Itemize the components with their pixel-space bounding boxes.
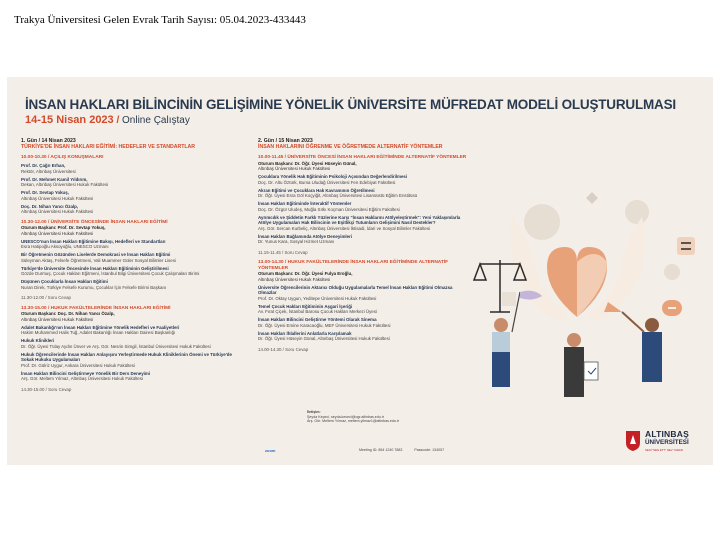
talk-speaker: Rektör, Altınbaş Üniversitesi bbox=[21, 168, 76, 174]
day1-column bbox=[21, 138, 243, 392]
person-with-megaphone-icon bbox=[604, 300, 682, 382]
logo-university: ÜNİVERSİTESİ bbox=[645, 439, 689, 446]
scales-of-justice-icon bbox=[474, 260, 526, 312]
event-dates: 14-15 Nisan 2023 bbox=[25, 114, 114, 126]
day-heading: 1. Gün / 14 Nisan 2023 bbox=[21, 138, 76, 144]
talk-title: UNESCO'nun İnsan Hakları Eğitimine Bakışı, Hedefleri ve Standartları bbox=[21, 238, 166, 244]
session-title: 10.30-12.00 / ÜNİVERSİTE ÖNCESİNDE İNSAN HAKLARI EĞİTİMİ bbox=[21, 219, 168, 225]
talk-speaker: Nuran Direk, Türkiye Felsefe Kurumu, Çocuklar İçin Felsefe Birimi Başkanı bbox=[21, 284, 167, 290]
talk-item bbox=[21, 266, 243, 277]
qa-slot: 11.30-12.00 / Soru Cevap bbox=[21, 295, 71, 300]
talk-item bbox=[258, 331, 470, 342]
talk-speaker: Dr. Öğr. Üyesi Esra Göl Koçyiğit, Altınbaş Üniversitesi Lisansüstü Eğitim Enstitüsü bbox=[258, 193, 418, 198]
session-chair-affiliation: Altınbaş Üniversitesi Hukuk Fakültesi bbox=[21, 230, 94, 236]
session-chair: Oturum Başkanı: Prof. Dr. Sevtap Yokuş, bbox=[21, 225, 106, 230]
talk-title: Prof. Dr. Sevtap Yokuş, bbox=[21, 190, 69, 195]
talk-item bbox=[258, 174, 470, 185]
session-chair-affiliation: Altınbaş Üniversitesi Hukuk Fakültesi bbox=[258, 166, 331, 171]
talk-title: Bir Öğretmenin Gözünden Liselerde Demokrasi ve İnsan Hakları Eğitimi bbox=[21, 252, 171, 257]
talk-item bbox=[21, 279, 243, 290]
talk-speaker: Prof. Dr. Oktay Uygun, Yeditepe Üniversitesi Hukuk Fakültesi bbox=[258, 295, 377, 301]
session-chair: Oturum Başkanı: Dr. Öğr. Üyesi Hüseyin Günal, bbox=[258, 160, 357, 166]
poster bbox=[7, 77, 713, 465]
talk-item bbox=[258, 285, 470, 302]
session-title: 13.30-15.00 / HUKUK FAKÜLTELERİNDE İNSAN HAKLARI EĞİTİMİ bbox=[21, 305, 171, 311]
talk-title: İnsan Hakları Eğitiminde İnteraktif Yöntemler bbox=[258, 201, 352, 206]
talk-speaker: Esra Hatipoğlu Aksoyoğlu, UNESCO Uzmanı bbox=[21, 244, 109, 249]
talk-speaker: Dr. Öğr. Üyesi Emine Karacaoğlu, MEF Üniversitesi Hukuk Fakültesi bbox=[258, 322, 391, 328]
talk-speaker: Av. Fırat Çiçek, İstanbul Barosu Çocuk Hakları Merkezi Üyesi bbox=[258, 309, 377, 314]
talk-speaker: Arş. Gör. Meltem Yılmaz, Altınbaş Üniversitesi Hukuk Fakültesi bbox=[21, 376, 143, 381]
passcode: Passcode: 134057 bbox=[414, 448, 445, 452]
talk-item bbox=[258, 304, 470, 315]
talk-item bbox=[21, 204, 243, 215]
talk-title: Doç. Dr. Nihan Yancı Özalp, bbox=[21, 203, 79, 209]
session-chair-affiliation: Altınbaş Üniversitesi Hukuk Fakültesi bbox=[21, 316, 94, 322]
talk-title: Hukuk Klinikleri bbox=[21, 338, 55, 343]
talk-item bbox=[258, 234, 470, 245]
logo-name: ALTINBAŞ bbox=[645, 429, 689, 439]
talk-speaker: Gözde Durmuş, Çocuk Hakları Eğitmeni, İstanbul Bilgi Üniversitesi Çocuk Çalışmaları Birimi bbox=[21, 271, 200, 276]
talk-speaker: Dekan, Altınbaş Üniversitesi Hukuk Fakültesi bbox=[21, 182, 109, 187]
talk-item bbox=[21, 252, 243, 263]
talk-speaker: Doç. Dr. Altu Öztürk, Bursa Uludağ Üniversitesi Fen Edebiyat Fakültesi bbox=[258, 179, 396, 185]
session-chair: Oturum Başkanı: Doç. Dr. Nihan Yancı Özalp, bbox=[21, 311, 115, 316]
talk-title: Prof. Dr. Mehmet Kamil Yıldırım, bbox=[21, 176, 88, 182]
talk-item bbox=[258, 188, 470, 199]
talk-item bbox=[258, 201, 470, 212]
talk-title: İnsan Hakları Bilincini Geliştirmeye Yönelik Bir Ders Deneyimi bbox=[21, 370, 151, 376]
talk-item bbox=[21, 338, 243, 349]
university-shield-icon bbox=[625, 430, 641, 452]
talk-speaker: Prof. Dr. Gülriz Uygur, Ankara Üniversitesi Hukuk Fakültesi bbox=[21, 362, 135, 368]
talk-title: Düşünen Çocuklarla İnsan Hakları Eğitimi bbox=[21, 279, 108, 284]
talk-item bbox=[258, 215, 470, 232]
meeting-info bbox=[359, 448, 444, 452]
talk-title: Çocuklara Yönelik Hak Eğitiminin Psikoloji Açısından Değerlendirilmesi bbox=[258, 174, 408, 179]
talk-speaker: Altınbaş Üniversitesi Hukuk Fakültesi bbox=[21, 195, 94, 201]
talk-speaker: Hakim Muhammed Halis Tuğ, Adalet Bakanlığı İnsan Hakları Dairesi Başkanlığı bbox=[21, 330, 176, 335]
talk-title: İnsan Hakları Bilincini Geliştirme Yöntemi Olarak Sinema bbox=[258, 317, 377, 322]
day-theme: TÜRKİYE'DE İNSAN HAKLARI EĞİTİMİ: HEDEFLER VE STANDARTLAR bbox=[21, 144, 196, 150]
talk-title: İnsan Hakları Bağlamında Atölye Deneyimleri bbox=[258, 233, 353, 239]
talk-title: Adalet Bakanlığı'nın İnsan Hakları Eğitimine Yönelik Hedefleri ve Faaliyetleri bbox=[21, 324, 180, 330]
talk-speaker: Altınbaş Üniversitesi Hukuk Fakültesi bbox=[21, 209, 94, 214]
talk-title: Akran Eğitimi ve Çocuklara Hak Kavramının Öğretilmesi bbox=[258, 187, 375, 193]
day-theme: İNSAN HAKLARINI ÖĞRENME VE ÖĞRETMEDE ALTERNATİF YÖNTEMLER bbox=[258, 144, 443, 150]
session-title: 10.00-10.30 / AÇILIŞ KONUŞMALARI bbox=[21, 155, 104, 160]
talk-title: Hukuk Öğrencilerinde İnsan Hakları Anlayışını Yerleştirmede Hukuk Kliniklerinin Önemi ve Türkiye'de Sokak Hukuku Uygulamaları bbox=[21, 351, 232, 362]
qa-slot: 14.30-15.00 / Soru Cevap bbox=[21, 386, 72, 392]
talk-speaker: Dr. Öğr. Üyesi Hüseyin Günal, Altınbaş Üniversitesi Hukuk Fakültesi bbox=[258, 336, 390, 341]
session-chair: Oturum Başkanı: Dr. Öğr. Üyesi Fulya Eroğlu, bbox=[258, 271, 353, 276]
talk-item bbox=[21, 371, 243, 382]
event-mode: Online Çalıştay bbox=[122, 115, 190, 126]
header-note: Trakya Üniversitesi Gelen Evrak Tarih Sayısı: 05.04.2023-433443 bbox=[14, 14, 306, 26]
talk-title: Temel Çocuk Hakları Eğitiminin Aşgari İçeriği bbox=[258, 303, 353, 309]
contact-line-1: Şeyda Keçeci, seyda.kececi@ogr.altinbas.edu.tr bbox=[307, 414, 384, 419]
talk-item bbox=[21, 190, 243, 201]
session-chair-affiliation: Altınbaş Üniversitesi Hukuk Fakültesi bbox=[258, 276, 331, 282]
talk-title: Türkiye'de Üniversite Öncesinde İnsan Hakları Eğitiminin Geliştirilmesi bbox=[21, 265, 169, 271]
person-with-clipboard-icon bbox=[564, 333, 598, 397]
zoom-logo: zoom bbox=[265, 448, 276, 453]
talk-title: Prof. Dr. Çağrı Erhan, bbox=[21, 163, 66, 168]
talk-title: Üniversite Öğrencilerinin Aktarıcı Olduğu Uygulamalarla Temel İnsan Hakları Eğitimi Olmazsa Olmazlar bbox=[258, 284, 453, 295]
session-title: 13.00-14.30 / HUKUK FAKÜLTELERİNDE İNSAN HAKLARI EĞİTİMİNDE ALTERNATİF YÖNTEMLER bbox=[258, 260, 449, 271]
talk-title: Ayrımcılık ve Şiddetin Farklı Yüzlerine Karşı "İnsan Haklarını Atölyeleştirmek": Yeni Yaklaşımlarla Atölye Uygulamaları Hak Bilincinin ve Eşitlikçi Tutumların Gelişimini Nasıl Destekler? bbox=[258, 214, 461, 225]
altinbas-logo bbox=[625, 429, 709, 461]
contact-line-2: Arş. Gör. Meltem Yılmaz, meltem.yilmaz1@altinbas.edu.tr bbox=[307, 419, 400, 424]
day2-column bbox=[258, 138, 470, 352]
talk-speaker: Süleyman Aktaş, Felsefe Öğretmeni, Vali Muammer Güler Sosyal Bilimler Lisesi bbox=[21, 257, 176, 263]
talk-item bbox=[21, 239, 243, 250]
day-heading: 2. Gün / 15 Nisan 2023 bbox=[258, 138, 313, 144]
talk-item bbox=[258, 317, 470, 328]
talk-item bbox=[21, 177, 243, 188]
logo-slogan: SENİ "SEN ETT" NEV YARAR bbox=[645, 448, 683, 452]
qa-slot: 11.15-11.45 / Soru Cevap bbox=[258, 249, 308, 255]
talk-speaker: Doç. Dr. Özgür Uludeş, Muğla Sıtkı Koçman Üniversitesi Eğitim Fakültesi bbox=[258, 206, 400, 212]
talk-speaker: Arş. Gör. Sercan Kurbeliç, Altınbaş Üniversitesi İktisadi, İdari ve Sosyal Bilimler Fakültesi bbox=[258, 225, 431, 231]
talk-item bbox=[21, 352, 243, 369]
talk-speaker: Dr. Öğr. Üyesi Tülay Aydın Ünver ve Arş. Gör. Nesrin Simgil, İstanbul Üniversitesi Hukuk Fakültesi bbox=[21, 343, 211, 349]
talk-item bbox=[21, 325, 243, 336]
equal-sign-icon bbox=[677, 237, 695, 255]
poster-subtitle bbox=[25, 114, 190, 126]
human-rights-illustration bbox=[472, 182, 712, 432]
talk-speaker: Dr. Yunus Kara, Sosyal Hizmet Uzmanı bbox=[258, 239, 335, 244]
date-separator: / bbox=[116, 115, 120, 126]
meeting-id: Meeting ID: 854 1240 7883 bbox=[359, 448, 403, 452]
poster-title: İNSAN HAKLARI BİLİNCİNİN GELİŞİMİNE YÖNELİK ÜNİVERSİTE MÜFREDAT MODELİ OLUŞTURULMASI bbox=[25, 97, 676, 112]
contact-label: İletişim: bbox=[307, 410, 321, 414]
contact-block bbox=[307, 410, 399, 424]
talk-item bbox=[21, 163, 243, 174]
talk-title: İnsan Hakları İhlallerini Anlatlarla Karşılamak bbox=[258, 330, 352, 336]
session-title: 10.00-11.45 / ÜNİVERSİTE ÖNCESİ İNSAN HAKLARI EĞİTİMİNDE ALTERNATİF YÖNTEMLER bbox=[258, 155, 467, 160]
qa-slot: 14.00-14.30 / Soru Cevap bbox=[258, 346, 309, 352]
